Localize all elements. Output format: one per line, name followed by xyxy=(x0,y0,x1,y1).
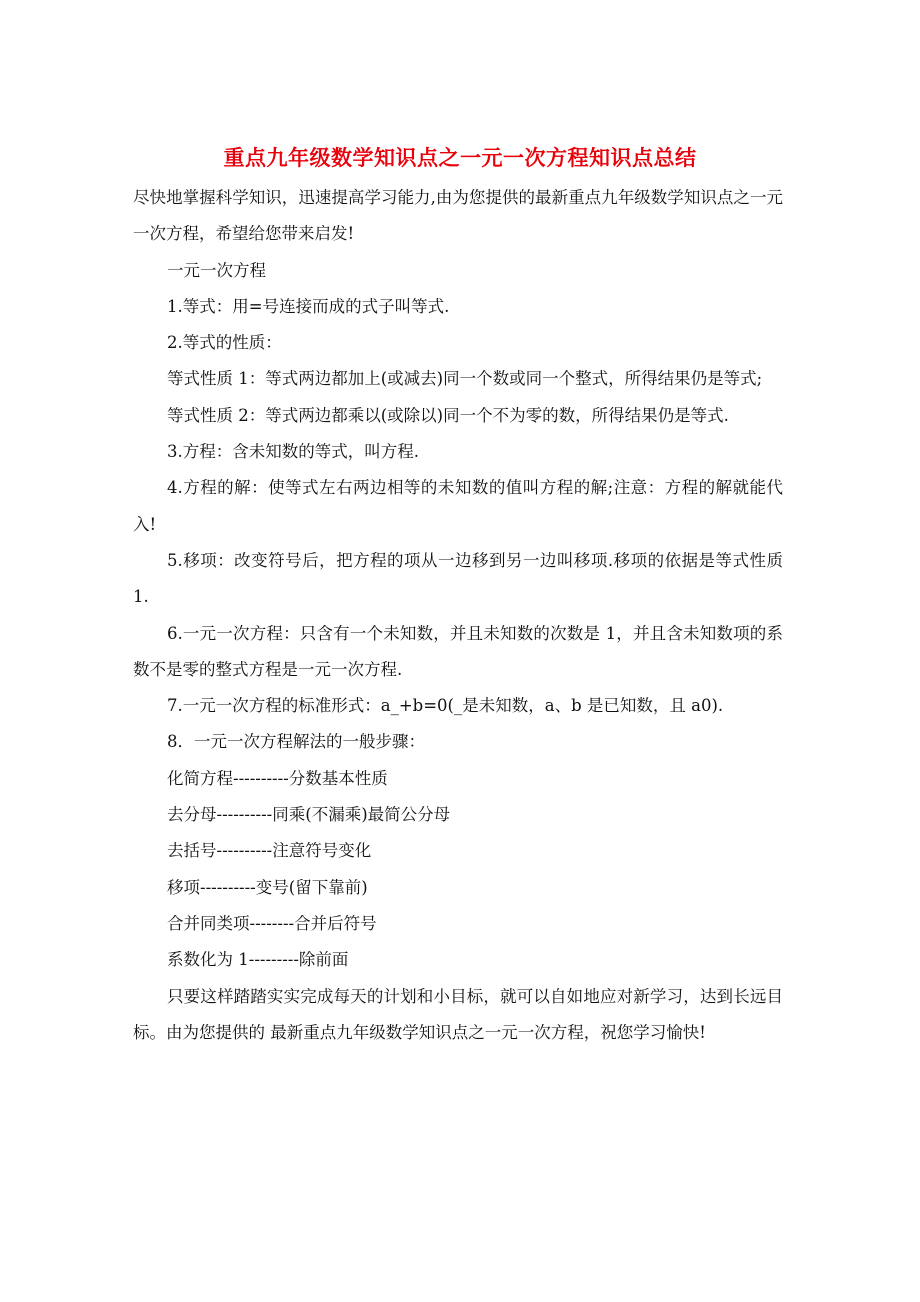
section-heading: 一元一次方程 xyxy=(167,260,266,280)
item-equation: 3.方程：含未知数的等式，叫方程. xyxy=(167,442,419,462)
step-transpose: 移项----------变号(留下靠前) xyxy=(167,877,368,897)
closing-paragraph: 只要这样踏踏实实完成每天的计划和小目标，就可以自如地应对新学习，达到长远目标。由为您提供的 最新重点九年级数学知识点之一元一次方程，祝您学习愉快! xyxy=(133,986,783,1042)
item-solution: 4.方程的解：使等式左右两边相等的未知数的值叫方程的解;注意：方程的解就能代入! xyxy=(133,478,783,534)
step-remove-brackets: 去括号----------注意符号变化 xyxy=(167,841,372,861)
item-equation-definition: 1.等式：用=号连接而成的式子叫等式. xyxy=(167,296,450,316)
item-equation-properties: 2.等式的性质： xyxy=(167,333,282,353)
document-title: 重点九年级数学知识点之一元一次方程知识点总结 xyxy=(223,145,697,170)
item-solving-steps: 8．一元一次方程解法的一般步骤： xyxy=(167,732,425,752)
document-body xyxy=(133,180,783,1051)
step-simplify: 化简方程----------分数基本性质 xyxy=(167,768,388,788)
item-transposition: 5.移项：改变符号后，把方程的项从一边移到另一边叫移项.移项的依据是等式性质 1. xyxy=(133,550,783,607)
step-combine-like-terms: 合并同类项--------合并后符号 xyxy=(167,913,377,933)
item-standard-form: 7.一元一次方程的标准形式：a_+b=0(_是未知数，a、b 是已知数，且 a0). xyxy=(167,696,724,716)
item-property-1: 等式性质 1：等式两边都加上(或减去)同一个数或同一个整式，所得结果仍是等式; xyxy=(167,369,763,389)
item-linear-equation: 6.一元一次方程：只含有一个未知数，并且未知数的次数是 1，并且含未知数项的系数不是零的整式方程是一元一次方程. xyxy=(133,623,783,679)
step-coefficient-to-one: 系数化为 1---------除前面 xyxy=(167,950,349,970)
intro-paragraph: 尽快地掌握科学知识，迅速提高学习能力,由为您提供的最新重点九年级数学知识点之一元一次方程，希望给您带来启发! xyxy=(133,188,783,244)
steps-list xyxy=(133,761,783,979)
step-clear-denominators: 去分母----------同乘(不漏乘)最简公分母 xyxy=(167,805,451,825)
item-property-2: 等式性质 2：等式两边都乘以(或除以)同一个不为零的数，所得结果仍是等式. xyxy=(167,405,729,425)
